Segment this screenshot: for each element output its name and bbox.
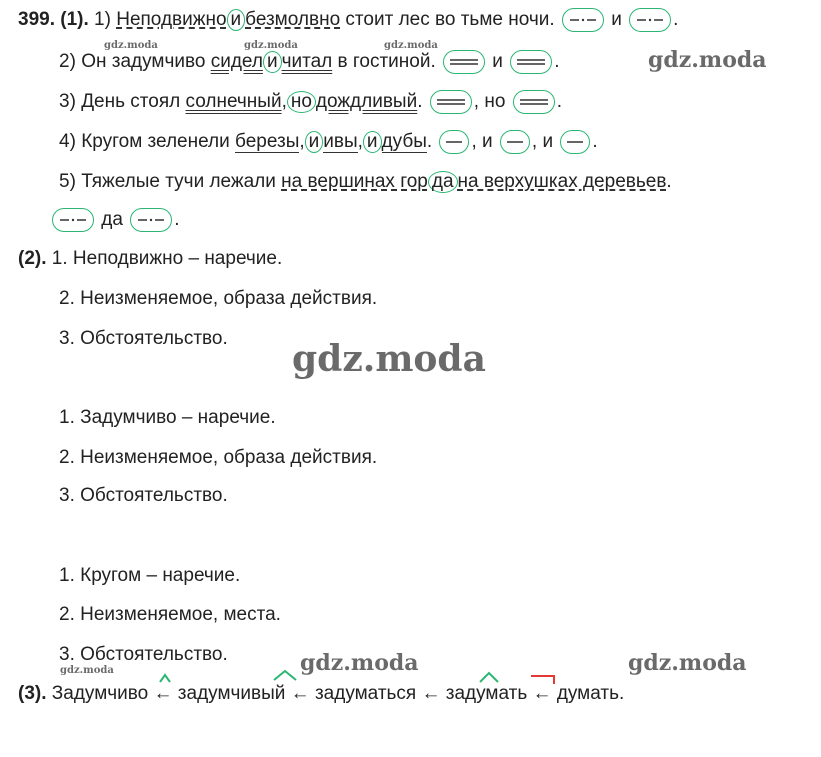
scheme-oval-icon [513,90,555,114]
task-number: 399. [18,9,55,31]
scheme-end: . [554,51,560,73]
homogeneous-word: березы [235,131,300,153]
scheme-between: , но [473,91,506,113]
homogeneous-word: на вершинах гор [281,171,428,192]
sentence-start: Кругом зеленели [81,131,230,153]
comma: , [281,91,287,113]
homogeneous-word: Неподвижно [116,9,227,31]
homogeneous-word: на верхушках деревьев [457,171,667,192]
arrow-left-icon: ← [421,683,441,704]
analysis-3-line-2: 2. Неизменяемое, места. [59,604,281,625]
scheme-oval-icon [500,130,530,154]
conjunction-circle: но [287,91,316,113]
watermark: gdz.moda [104,40,158,51]
watermark: gdz.moda [648,47,767,73]
sentence-4-line [59,130,598,154]
scheme-oval-icon [130,208,172,232]
suffix-mark-icon [158,672,172,684]
sentence-3-line [59,90,562,114]
scheme-between: и [611,9,622,31]
analysis-3-line-1: 1. Кругом – наречие. [59,565,241,586]
sentence-start: Тяжелые тучи лежали [81,171,276,192]
sentence-start: Он задумчиво [81,51,206,73]
period: . [417,91,423,113]
derivation-word: думать. [556,683,625,704]
sentence-number: 3) [59,91,76,113]
homogeneous-word: дождливый [315,91,418,113]
derivation-word: задумчивый [177,683,286,704]
comma: , [299,131,305,153]
scheme-between: , и [531,131,554,153]
conjunction-circle: и [227,9,246,31]
watermark: gdz.moda [244,40,298,51]
scheme-between: , и [471,131,493,153]
derivation-word: задумать [445,683,528,704]
watermark: gdz.moda [60,665,114,676]
comma: , [357,131,363,153]
sentence-1-line [18,8,678,32]
analysis-text: 1. Неподвижно – наречие. [51,248,283,269]
analysis-2-line-3: 3. Обстоятельство. [59,485,228,506]
watermark: gdz.moda [300,650,419,676]
scheme-between: да [101,209,123,231]
sentence-2-line [59,50,559,74]
homogeneous-word: сидел [210,51,263,73]
sentence-number: 2) [59,51,76,73]
scheme-end: . [592,131,598,153]
prefix-mark-icon [528,672,558,686]
analysis-1-line-2: 2. Неизменяемое, образа действия. [59,288,378,309]
derivation-word: Задумчиво [51,683,149,704]
homogeneous-word: дубы [381,131,427,153]
arrow-left-icon: ← [290,683,310,704]
sentence-rest: стоит лес во тьме ночи. [345,9,555,31]
scheme-end: . [673,9,679,31]
conjunction-circle: да [428,171,458,193]
analysis-1-line-1 [18,247,282,271]
conjunction-circle: и [263,51,282,73]
scheme-oval-icon [52,208,94,232]
scheme-oval-icon [443,50,485,74]
sentence-rest: в гостиной. [337,51,436,73]
analysis-1-line-3: 3. Обстоятельство. [59,328,228,349]
sentence-start: День стоял [81,91,181,113]
period: . [666,171,672,192]
arrow-left-icon: ← [153,683,173,704]
sentence-number: 4) [59,131,76,153]
part-2-label: (2). [18,248,47,269]
conjunction-circle: и [305,131,324,153]
homogeneous-word: безмолвно [245,9,341,31]
sentence-5-line [59,170,672,194]
analysis-2-line-2: 2. Неизменяемое, образа действия. [59,447,378,468]
conjunction-circle: и [363,131,382,153]
homogeneous-word: ивы [323,131,358,153]
watermark: gdz.moda [384,40,438,51]
scheme-oval-icon [430,90,472,114]
sentence-number: 1) [94,9,111,31]
part-3-label: (3). [18,683,47,704]
scheme-end: . [556,91,562,113]
arrow-left-icon: ← [532,683,552,704]
scheme-oval-icon [629,8,671,32]
analysis-2-line-1: 1. Задумчиво – наречие. [59,407,276,428]
homogeneous-word: читал [281,51,333,73]
part-1-label: (1). [60,9,89,31]
scheme-oval-icon [439,130,469,154]
sentence-number: 5) [59,171,76,192]
period: . [426,131,433,153]
scheme-oval-icon [562,8,604,32]
suffix-mark-icon [272,668,298,682]
scheme-oval-icon [560,130,590,154]
sentence-5-scheme [50,208,180,232]
analysis-3-line-3: 3. Обстоятельство. [59,644,228,665]
suffix-mark-icon [478,670,500,684]
watermark: gdz.moda [292,338,486,380]
homogeneous-word: солнечный [185,91,282,113]
watermark: gdz.moda [628,650,747,676]
scheme-oval-icon [510,50,552,74]
scheme-end: . [174,209,180,231]
derivation-word: задуматься [314,683,417,704]
scheme-between: и [492,51,503,73]
